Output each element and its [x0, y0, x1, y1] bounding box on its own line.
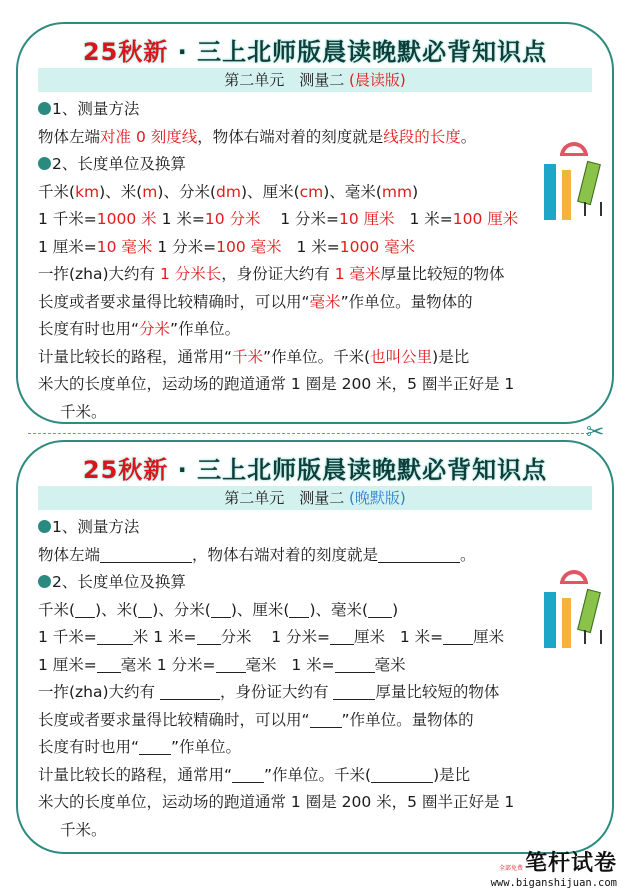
morning-card: [16, 22, 614, 424]
fill-blank[interactable]: [443, 627, 473, 645]
version-tag: (晚默版): [349, 489, 406, 507]
fill-blank[interactable]: [310, 710, 342, 728]
fill-blank[interactable]: [216, 655, 246, 673]
units-line: 千米( )、米( )、分米( )、厘米( )、毫米( ): [38, 600, 399, 619]
version-tag: (晨读版): [349, 71, 406, 89]
fill-blank[interactable]: [232, 765, 264, 783]
evening-content: [38, 514, 598, 844]
section-heading: 2、长度单位及换算: [38, 151, 598, 179]
scissors-icon: ✂: [586, 420, 605, 445]
conversion-row: 1 厘米=10 毫米 1 分米=100 毫米 1 米=1000 毫米: [38, 237, 416, 256]
section-heading: 1、测量方法: [38, 96, 598, 124]
card-title: 25秋新 · 三上北师版晨读晚默必背知识点: [82, 38, 548, 66]
bullet-dot-icon: [38, 575, 51, 588]
bullet-dot-icon: [38, 102, 51, 115]
fill-blank[interactable]: [138, 600, 152, 618]
conversion-row: 1 厘米= 毫米 1 分米= 毫米 1 米= 毫米: [38, 655, 406, 674]
units-line: 千米(km)、米(m)、分米(dm)、厘米(cm)、毫米(mm): [38, 182, 419, 201]
evening-card: [16, 440, 614, 854]
paragraph-line: 千米。: [60, 820, 107, 839]
paragraph-line: 千米。: [60, 402, 107, 421]
section-heading: 1、测量方法: [38, 514, 598, 542]
fill-blank[interactable]: [97, 655, 121, 673]
method-line: 物体左端 ，物体右端对着的刻度就是 。: [38, 545, 476, 564]
conversion-row: 1 千米= 米 1 米= 分米 1 分米= 厘米 1 米= 厘米: [38, 628, 505, 646]
conversion-row: 1 千米=1000 米 1 米=10 分米 1 分米=10 厘米 1 米=100 厘米: [38, 210, 519, 228]
fill-blank[interactable]: [333, 682, 375, 700]
fill-blank[interactable]: [330, 627, 354, 645]
fill-blank[interactable]: [97, 627, 133, 645]
morning-content: [38, 96, 598, 426]
paragraph-line: 计量比较长的路程，通常用“千米”作单位。千米(也叫公里)是比: [38, 347, 470, 366]
fill-blank[interactable]: [160, 682, 220, 700]
method-line: 物体左端对准 0 刻度线，物体右端对着的刻度就是线段的长度。: [38, 127, 477, 146]
rulers-illustration-icon: [542, 570, 606, 650]
paragraph-line: 长度或者要求量得比较精确时，可以用“ ”作单位。量物体的: [38, 710, 474, 729]
card-title: 25秋新 · 三上北师版晨读晚默必背知识点: [82, 456, 548, 484]
paragraph-line: 一拃(zha)大约有 ，身份证大约有 厚量比较短的物体: [38, 683, 500, 701]
paragraph-line: 米大的长度单位，运动场的跑道通常 1 圈是 200 米，5 圈半正好是 1: [38, 375, 515, 393]
unit-subtitle: 第二单元 测量二 (晚默版): [38, 486, 592, 510]
fill-blank[interactable]: [289, 600, 309, 618]
site-logo: 全部免费笔杆试卷 www.biganshijuan.com: [490, 851, 617, 889]
paragraph-line: 长度有时也用“ ”作单位。: [38, 738, 242, 756]
cut-line-divider: [28, 433, 589, 434]
fill-blank[interactable]: [197, 627, 221, 645]
section-heading: 2、长度单位及换算: [38, 569, 598, 597]
bullet-dot-icon: [38, 520, 51, 533]
fill-blank[interactable]: [335, 655, 375, 673]
paragraph-line: 长度有时也用“分米”作单位。: [38, 320, 241, 338]
fill-blank[interactable]: [75, 600, 95, 618]
fill-blank[interactable]: [211, 600, 231, 618]
paragraph-line: 一拃(zha)大约有 1 分米长，身份证大约有 1 毫米厚量比较短的物体: [38, 265, 505, 283]
paragraph-line: 计量比较长的路程，通常用“ ”作单位。千米( )是比: [38, 765, 471, 784]
paragraph-line: 长度或者要求量得比较精确时，可以用“毫米”作单位。量物体的: [38, 292, 473, 311]
fill-blank[interactable]: [371, 765, 433, 783]
paragraph-line: 米大的长度单位，运动场的跑道通常 1 圈是 200 米，5 圈半正好是 1: [38, 793, 515, 811]
bullet-dot-icon: [38, 157, 51, 170]
fill-blank[interactable]: [378, 545, 460, 563]
fill-blank[interactable]: [139, 737, 171, 755]
unit-subtitle: 第二单元 测量二 (晨读版): [38, 68, 592, 92]
fill-blank[interactable]: [368, 600, 392, 618]
rulers-illustration-icon: [542, 142, 606, 222]
fill-blank[interactable]: [100, 545, 192, 563]
